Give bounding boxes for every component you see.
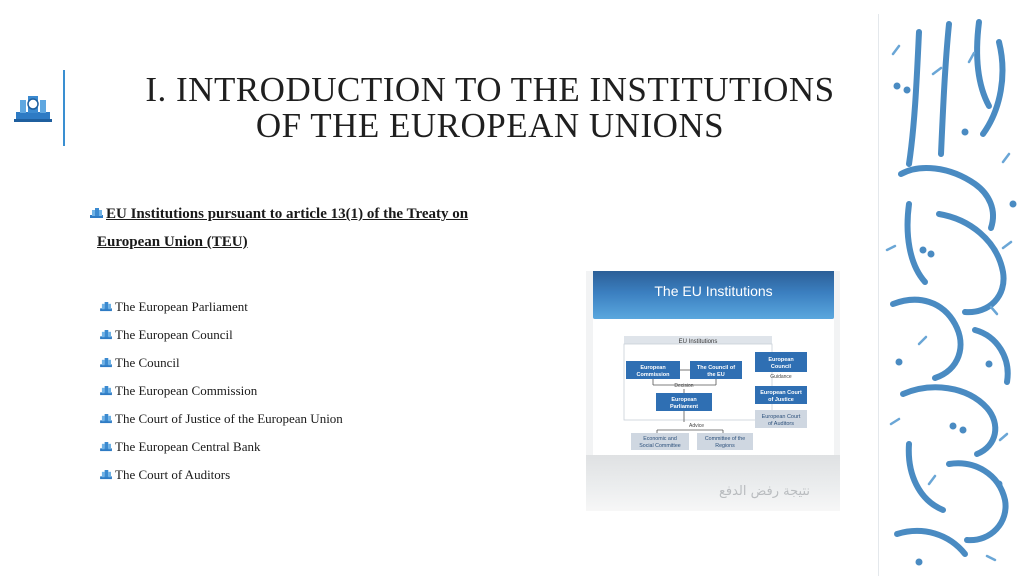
calligraphy-panel — [878, 14, 1024, 576]
list-item — [100, 380, 343, 408]
label-guidance: Guidance — [770, 374, 792, 380]
box-parliament-l1: European — [671, 397, 697, 403]
building-bullet-icon — [100, 386, 112, 396]
list-item-label: The European Council — [115, 327, 233, 342]
building-bullet-icon — [100, 330, 112, 340]
calligraphy-decoration — [879, 14, 1024, 576]
section-heading-line2: European Union (TEU) — [97, 234, 248, 250]
building-bullet-icon — [100, 414, 112, 424]
title-divider — [63, 70, 65, 146]
box-cor-l2: Regions — [715, 443, 735, 449]
section-heading-line1: EU Institutions pursuant to article 13(1) of the Treaty on — [106, 206, 469, 222]
box-parliament-l2: Parliament — [669, 404, 699, 410]
diagram-header — [593, 271, 834, 319]
list-item-label: The Council — [115, 355, 180, 370]
box-european-council-l2: Council — [770, 364, 792, 370]
building-bullet-icon — [100, 470, 112, 480]
list-item — [100, 352, 343, 380]
diagram-chart — [593, 319, 834, 455]
box-esc-l2: Social Committee — [639, 443, 681, 449]
box-commission-l1: European — [640, 365, 666, 371]
list-item-label: The European Central Bank — [115, 439, 261, 454]
list-item — [100, 436, 343, 464]
box-cor-l1: Committee of the — [704, 436, 746, 442]
list-item-label: The European Commission — [115, 383, 258, 398]
box-court-justice-l1: European Court — [760, 390, 802, 396]
building-bullet-icon — [100, 442, 112, 452]
label-decision: Decision — [674, 383, 694, 389]
box-court-auditors-l1: European Court — [761, 414, 801, 420]
list-item — [100, 324, 343, 352]
building-bullet-icon — [90, 208, 103, 219]
list-item-label: The Court of Auditors — [115, 467, 231, 482]
building-bullet-icon — [100, 358, 112, 368]
group-label: EU Institutions — [678, 339, 718, 345]
box-council-eu-l2: the EU — [707, 372, 725, 378]
box-court-auditors-l2: of Auditors — [768, 421, 794, 427]
diagram-title: The EU Institutions — [654, 283, 773, 299]
list-item-label: The Court of Justice of the European Union — [115, 411, 343, 426]
diagram-body — [593, 319, 834, 455]
box-court-justice-l2: of Justice — [768, 397, 794, 403]
list-item — [100, 408, 343, 436]
title-line: I. INTRODUCTION TO THE INSTITUTIONS — [145, 70, 835, 109]
page-title — [90, 72, 890, 144]
building-bullet-icon — [100, 302, 112, 312]
eu-institutions-diagram — [586, 271, 840, 511]
box-european-council-l1: European — [768, 357, 794, 363]
list-item — [100, 296, 343, 324]
box-council-eu-l1: The Council of — [696, 365, 736, 371]
diagram-reflection — [586, 455, 840, 511]
watermark-text: نتيجة رفض الدفع — [718, 484, 810, 499]
title-line: OF THE EUROPEAN UNIONS — [255, 106, 725, 145]
list-item-label: The European Parliament — [115, 299, 248, 314]
box-commission-l2: Commission — [636, 372, 670, 378]
list-item — [100, 464, 343, 492]
section-heading — [90, 200, 530, 256]
label-advice: Advice — [689, 423, 705, 429]
institutions-list — [100, 296, 343, 492]
box-esc-l1: Economic and — [643, 436, 677, 442]
university-logo — [14, 92, 52, 124]
